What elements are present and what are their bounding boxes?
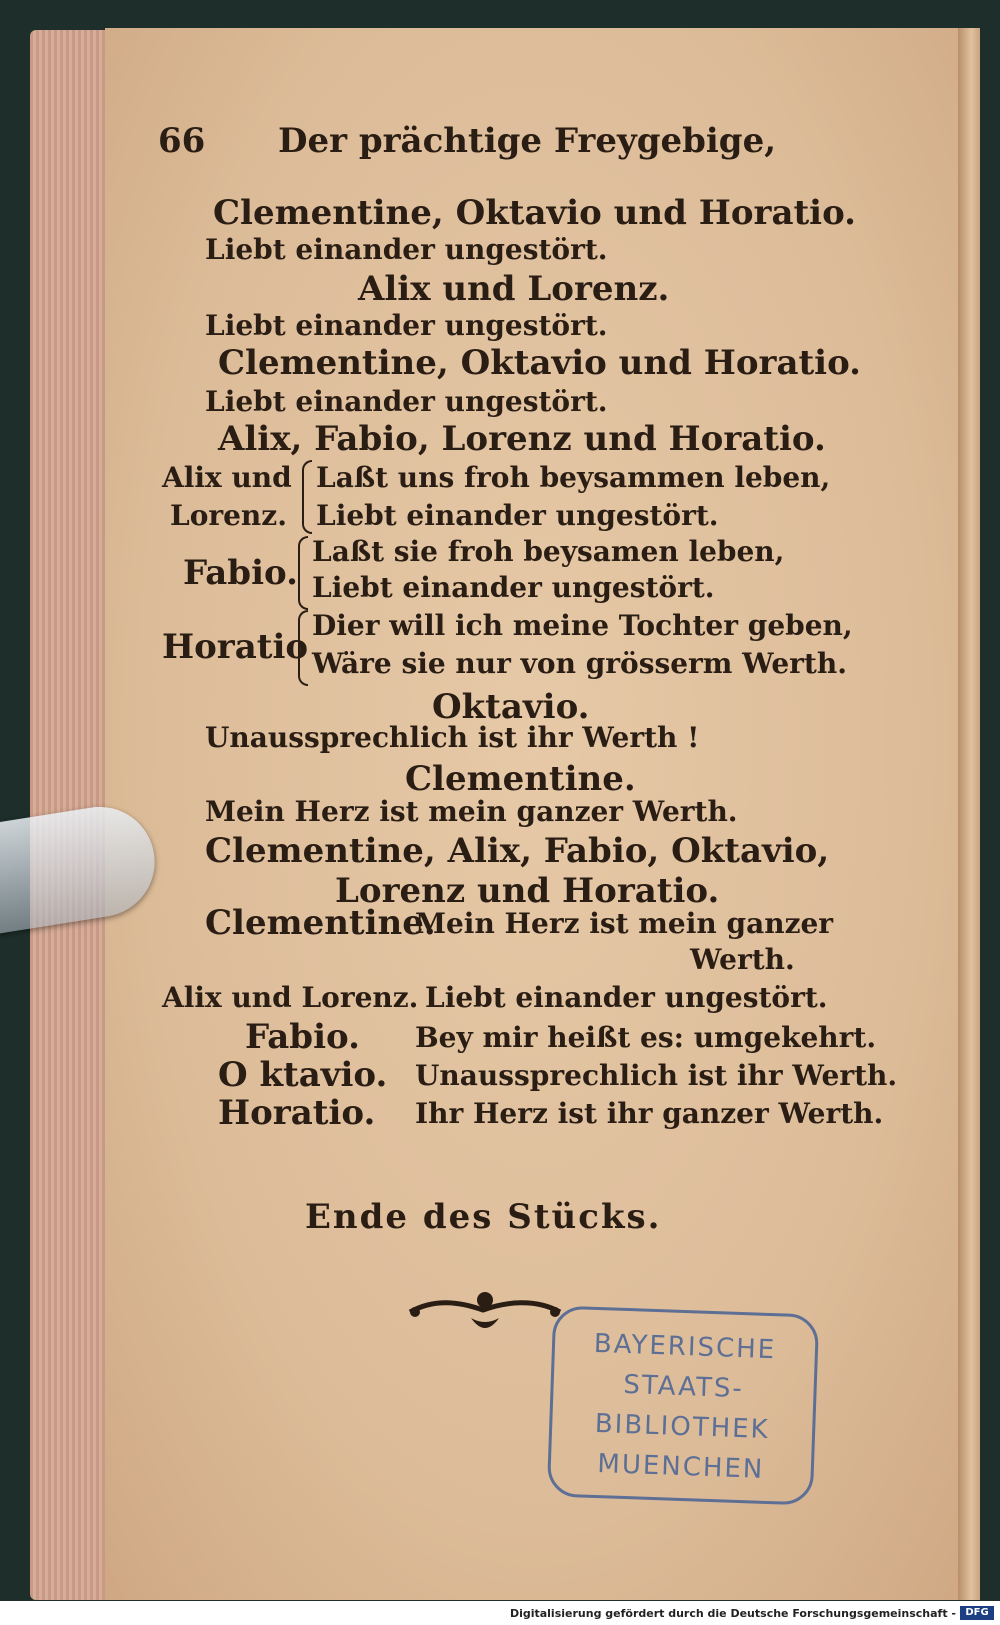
end-of-play: Ende des Stücks. [305,1197,662,1237]
line-speakers-1: Clementine, Oktavio und Horatio. [213,193,857,233]
line-speakers-4: Alix, Fabio, Lorenz und Horatio. [218,419,826,459]
brace-line: Laßt uns froh beysammen leben, [316,461,831,494]
line-text-1: Liebt einander ungestört. [205,233,608,266]
line-text-2: Liebt einander ungestört. [205,309,608,342]
dfg-logo-icon: DFG [960,1606,994,1620]
final-line: Ihr Herz ist ihr ganzer Werth. [415,1097,884,1130]
final-speaker: Horatio. [218,1093,376,1133]
brace-line: Liebt einander ungestört. [312,571,715,604]
line-speakers-5: Oktavio. [432,687,590,727]
line-speakers-7: Clementine, Alix, Fabio, Oktavio, [205,831,830,871]
stamp-line: STAATS- [622,1369,745,1405]
stamp-line: MUENCHEN [596,1449,765,1485]
brace-speaker: Alix und [162,461,292,494]
line-speakers-8: Lorenz und Horatio. [335,871,720,911]
page-number: 66 [158,121,206,161]
brace-line: Dier will ich meine Tochter geben, [312,609,853,642]
stamp-line: BIBLIOTHEK [594,1408,771,1446]
brace-line: Laßt sie froh beysamen leben, [312,535,785,568]
curly-brace [298,536,308,610]
page-edge-right [958,28,980,1600]
scan-footer [0,1601,1000,1625]
final-speaker: Clementine. [205,903,436,943]
final-line-cont: Werth. [690,943,795,976]
final-speaker: Alix und Lorenz. [162,981,419,1014]
line-speakers-3: Clementine, Oktavio und Horatio. [218,343,862,383]
brace-line: Wäre sie nur von grösserm Werth. [312,647,847,680]
running-title: Der prächtige Freygebige, [278,121,777,161]
final-speaker: O ktavio. [218,1055,388,1095]
final-line: Mein Herz ist mein ganzer [415,907,834,940]
stamp-line: BAYERISCHE [593,1328,777,1366]
line-text-3: Liebt einander ungestört. [205,385,608,418]
brace-speaker: Horatio [162,627,309,667]
brace-line: Liebt einander ungestört. [316,499,719,532]
curly-brace [302,460,312,534]
line-speakers-2: Alix und Lorenz. [358,269,670,309]
final-line: Liebt einander ungestört. [425,981,828,1014]
brace-speaker: Lorenz. [170,499,287,532]
ornament-icon [405,1280,565,1340]
footer-text: Digitalisierung gefördert durch die Deutsche Forschungsgemeinschaft - [509,1607,956,1620]
line-text-5: Unaussprechlich ist ihr Werth ! [205,721,700,754]
brace-speaker: Fabio. [183,553,298,593]
final-line: Unaussprechlich ist ihr Werth. [415,1059,898,1092]
final-line: Bey mir heißt es: umgekehrt. [415,1021,877,1054]
library-stamp [547,1305,820,1505]
line-text-6: Mein Herz ist mein ganzer Werth. [205,795,738,828]
curly-brace [298,610,308,686]
final-speaker: Fabio. [245,1017,360,1057]
line-speakers-6: Clementine. [405,759,636,799]
